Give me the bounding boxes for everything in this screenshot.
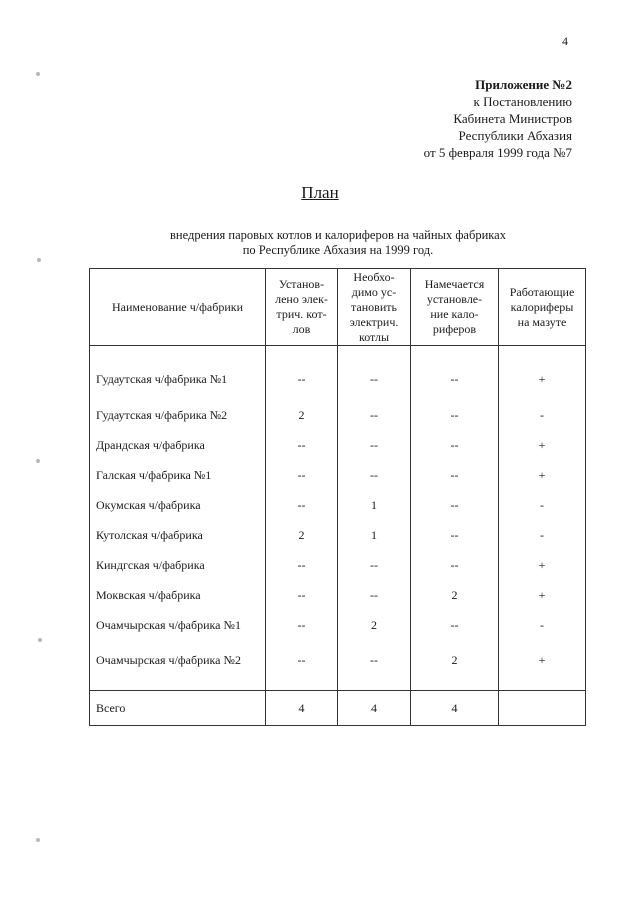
planned-value: 2 <box>411 640 499 691</box>
installed-value: -- <box>266 490 338 520</box>
table-row <box>90 640 586 691</box>
needed-value: -- <box>338 400 411 430</box>
header-text: Необхо- димо ус- тановить электрич. котлы <box>349 269 399 344</box>
installed-value: 2 <box>266 400 338 430</box>
installed-value: -- <box>266 346 338 401</box>
appendix-line: от 5 февраля 1999 года №7 <box>423 145 572 160</box>
factory-name: Очамчырская ч/фабрика №2 <box>90 640 266 691</box>
needed-value: 1 <box>338 490 411 520</box>
total-needed: 4 <box>338 691 411 726</box>
installed-value: -- <box>266 460 338 490</box>
planned-value: -- <box>411 550 499 580</box>
factory-name: Гудаутская ч/фабрика №2 <box>90 400 266 430</box>
factory-name: Окумская ч/фабрика <box>90 490 266 520</box>
installed-value: -- <box>266 580 338 610</box>
total-working <box>499 691 586 726</box>
table-row <box>90 520 586 550</box>
planned-value: -- <box>411 610 499 640</box>
scan-speck <box>36 72 40 76</box>
factory-name: Драндская ч/фабрика <box>90 430 266 460</box>
table-row <box>90 400 586 430</box>
planned-value: -- <box>411 400 499 430</box>
planned-value: -- <box>411 346 499 401</box>
header-text: Работающие калориферы на мазуте <box>509 284 575 329</box>
working-value: + <box>499 430 586 460</box>
working-value: - <box>499 610 586 640</box>
needed-value: -- <box>338 640 411 691</box>
installed-value: -- <box>266 640 338 691</box>
table-total-row <box>90 691 586 726</box>
table-row <box>90 460 586 490</box>
page-number: 4 <box>562 34 568 48</box>
appendix-line: Республики Абхазия <box>458 128 572 143</box>
table-header-row <box>90 269 586 346</box>
appendix-title: Приложение №2 <box>475 77 572 92</box>
working-value: + <box>499 580 586 610</box>
table-row <box>90 430 586 460</box>
needed-value: -- <box>338 430 411 460</box>
total-planned: 4 <box>411 691 499 726</box>
total-label: Всего <box>90 691 266 726</box>
appendix-block <box>424 76 572 161</box>
factory-name: Очамчырская ч/фабрика №1 <box>90 610 266 640</box>
working-value: + <box>499 346 586 401</box>
needed-value: -- <box>338 550 411 580</box>
table-row <box>90 490 586 520</box>
header-text: Установ- лено элек- трич. кот- лов <box>275 277 328 336</box>
installed-value: -- <box>266 550 338 580</box>
planned-value: -- <box>411 490 499 520</box>
document-title <box>0 183 640 203</box>
working-value: - <box>499 520 586 550</box>
column-header-needed <box>338 269 411 346</box>
plan-table <box>89 268 586 726</box>
installed-value: -- <box>266 610 338 640</box>
working-value: + <box>499 640 586 691</box>
factory-name: Галская ч/фабрика №1 <box>90 460 266 490</box>
document-subtitle <box>0 228 640 258</box>
planned-value: -- <box>411 430 499 460</box>
factory-name: Кутолская ч/фабрика <box>90 520 266 550</box>
header-text: Наименование ч/фабрики <box>111 299 243 314</box>
needed-value: 1 <box>338 520 411 550</box>
installed-value: 2 <box>266 520 338 550</box>
appendix-line: Кабинета Министров <box>453 111 572 126</box>
scan-speck <box>36 459 40 463</box>
table-row <box>90 580 586 610</box>
planned-value: 2 <box>411 580 499 610</box>
column-header-installed <box>266 269 338 346</box>
header-text: Намечается установле- ние кало- риферов <box>424 277 485 336</box>
appendix-line: к Постановлению <box>473 94 572 109</box>
needed-value: -- <box>338 460 411 490</box>
table-row <box>90 550 586 580</box>
scan-speck <box>37 258 41 262</box>
scan-speck <box>36 838 40 842</box>
needed-value: -- <box>338 346 411 401</box>
working-value: + <box>499 550 586 580</box>
planned-value: -- <box>411 460 499 490</box>
factory-name: Гудаутская ч/фабрика №1 <box>90 346 266 401</box>
planned-value: -- <box>411 520 499 550</box>
needed-value: 2 <box>338 610 411 640</box>
total-installed: 4 <box>266 691 338 726</box>
working-value: - <box>499 400 586 430</box>
column-header-name <box>90 269 266 346</box>
subtitle-line: внедрения паровых котлов и калориферов на чайных фабриках <box>170 228 506 242</box>
document-title-text: План <box>301 183 339 202</box>
factory-name: Моквская ч/фабрика <box>90 580 266 610</box>
table-row <box>90 610 586 640</box>
installed-value: -- <box>266 430 338 460</box>
needed-value: -- <box>338 580 411 610</box>
working-value: - <box>499 490 586 520</box>
working-value: + <box>499 460 586 490</box>
column-header-working <box>499 269 586 346</box>
table-row <box>90 346 586 401</box>
factory-name: Киндгская ч/фабрика <box>90 550 266 580</box>
scan-speck <box>38 638 42 642</box>
column-header-planned <box>411 269 499 346</box>
subtitle-line: по Республике Абхазия на 1999 год. <box>242 243 434 257</box>
